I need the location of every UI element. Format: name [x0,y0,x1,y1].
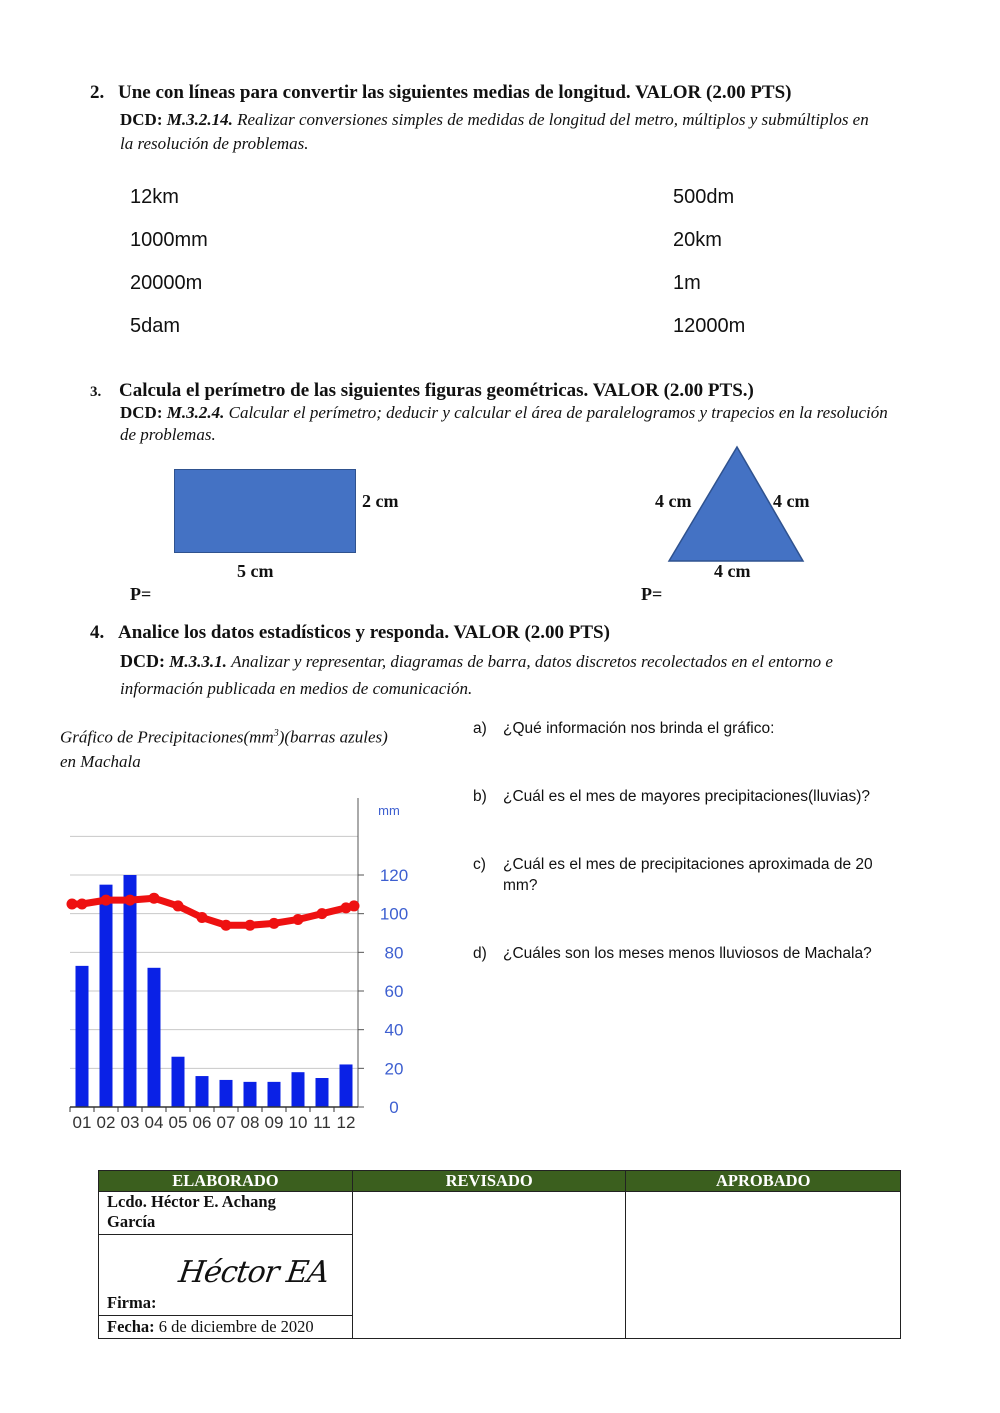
x-tick-label: 02 [96,1113,116,1132]
signature-table [98,1170,901,1339]
x-tick-label: 11 [313,1113,331,1132]
q2-right-item: 12000m [673,315,746,337]
bar [148,968,161,1107]
line-point [293,914,304,925]
line-point [67,899,78,910]
line-point [221,920,232,931]
x-tick-label: 01 [72,1113,92,1132]
line-point [317,908,328,919]
x-tick-label: 12 [336,1113,356,1132]
x-tick-label: 06 [192,1113,212,1132]
bar [316,1078,329,1107]
q4-title: Analice los datos estadísticos y responda. VALOR (2.00 PTS) [118,622,610,643]
q2-dcd-desc-1: Realizar conversiones simples de medidas de longitud del metro, múltiplos y submúltiplos en [237,110,869,129]
q3-dcd-desc-1: Calcular el perímetro; deducir y calcular el área de paralelogramos y trapecios en la resolución [228,403,888,422]
precipitation-chart [0,780,430,1140]
q2-dcd-code: M.3.2.14. [166,110,233,129]
header-elaborado: ELABORADO [99,1171,353,1192]
line-point [149,893,160,904]
y-tick-label: 40 [384,1020,404,1040]
series-line [72,898,354,925]
q2-number: 2. [90,82,105,103]
q2-dcd-label: DCD: [120,110,163,129]
q4-dcd-label: DCD: [120,651,165,671]
question-d-letter: d) [473,945,487,962]
line-point [197,912,208,923]
x-tick-label: 04 [144,1113,164,1132]
author-line-1: Lcdo. Héctor E. Achang [107,1192,276,1211]
question-c-text: ¿Cuál es el mes de precipitaciones aproximada de 20 mm? [503,856,873,894]
bar [100,885,113,1107]
fecha-value: 6 de diciembre de 2020 [158,1317,314,1336]
line-point [125,895,136,906]
aprobado-cell [626,1192,901,1339]
line-point [245,920,256,931]
q4-dcd-code: M.3.3.1. [169,652,227,671]
q3-dcd [120,402,960,446]
q2-left-item: 20000m [130,272,203,294]
tri-right-label: 4 cm [773,491,810,511]
line-point [77,899,88,910]
chart-caption [60,722,440,774]
x-tick-label: 07 [216,1113,236,1132]
question-a [473,718,913,739]
bar [340,1064,353,1107]
bar [268,1082,281,1107]
x-tick-label: 09 [264,1113,284,1132]
line-point [173,900,184,911]
q3-dcd-label: DCD: [120,403,163,422]
rect-width-label: 5 cm [237,561,274,581]
bar [172,1057,185,1107]
tri-left-label: 4 cm [655,491,692,511]
y-tick-label: 120 [379,866,409,885]
y-tick-label: 0 [389,1098,399,1117]
q2-right-item: 20km [673,229,722,251]
bar [124,875,137,1107]
fecha-cell [99,1316,353,1339]
q2-left-item: 12km [130,186,179,208]
question-c-letter: c) [473,856,486,873]
q3-number: 3. [90,384,102,400]
question-a-text: ¿Qué información nos brinda el gráfico: [503,720,775,737]
header-aprobado: APROBADO [626,1171,901,1192]
y-tick-label: 80 [384,943,404,963]
q4-dcd [120,648,960,702]
rectangle-shape [174,469,356,553]
line-point [269,918,280,929]
question-b-text: ¿Cuál es el mes de mayores precipitaciones(lluvias)? [503,788,870,805]
line-point [349,900,360,911]
author-cell [99,1192,353,1235]
chart-caption-b: )(barras azules) [278,727,388,747]
line-point [101,895,112,906]
q3-heading [90,380,754,402]
question-b-letter: b) [473,788,487,805]
x-tick-label: 05 [168,1113,188,1132]
y-tick-label: 20 [384,1059,404,1079]
q2-dcd [120,108,950,156]
q2-dcd-desc-2: la resolución de problemas. [120,134,309,153]
signature-image: Héctor EA [176,1255,331,1290]
bar [76,966,89,1107]
author-line-2: García [107,1212,156,1231]
q3-dcd-code: M.3.2.4. [166,403,225,422]
fecha-label: Fecha: [107,1317,155,1336]
question-c [473,854,913,896]
firma-label: Firma: [107,1293,157,1312]
q2-heading [90,82,792,104]
rect-height-label: 2 cm [362,491,399,511]
bar [292,1072,305,1107]
question-d-text: ¿Cuáles son los meses menos lluviosos de Machala? [503,945,872,962]
question-a-letter: a) [473,720,487,737]
y-tick-label: 60 [384,982,404,1001]
y-tick-label: 100 [379,904,409,924]
tri-perimeter-label: P= [641,584,663,604]
revisado-cell [352,1192,626,1339]
q2-right-item: 500dm [673,186,735,208]
tri-base-label: 4 cm [714,561,751,581]
x-tick-label: 08 [240,1113,260,1132]
chart-caption-2: en Machala [60,751,141,771]
q4-dcd-desc-2: información publicada en medios de comunicación. [120,679,473,698]
rect-perimeter-label: P= [130,584,152,604]
x-tick-label: 03 [120,1113,140,1132]
question-b [473,786,913,807]
bar [220,1080,233,1107]
q2-title: Une con líneas para convertir las siguientes medias de longitud. VALOR (2.00 PTS) [118,82,792,103]
x-tick-label: 10 [288,1113,308,1132]
q3-title: Calcula el perímetro de las siguientes figuras geométricas. VALOR (2.00 PTS.) [119,380,754,401]
q4-number: 4. [90,622,105,643]
q2-left-item: 1000mm [130,229,208,251]
q2-right-item: 1m [673,272,701,294]
q2-left-item: 5dam [130,315,181,337]
q4-heading [90,622,610,644]
chart-caption-sup: 3 [273,728,279,739]
bar [244,1082,257,1107]
chart-caption-a: Gráfico de Precipitaciones(mm [60,727,274,747]
header-revisado: REVISADO [352,1171,626,1192]
question-d [473,943,913,964]
q3-dcd-desc-2: de problemas. [120,425,216,444]
bar [196,1076,209,1107]
unit-label: mm [378,803,400,818]
q4-dcd-desc-1: Analizar y representar, diagramas de barra, datos discretos recolectados en el entorno e [231,652,833,671]
firma-cell [99,1235,353,1316]
